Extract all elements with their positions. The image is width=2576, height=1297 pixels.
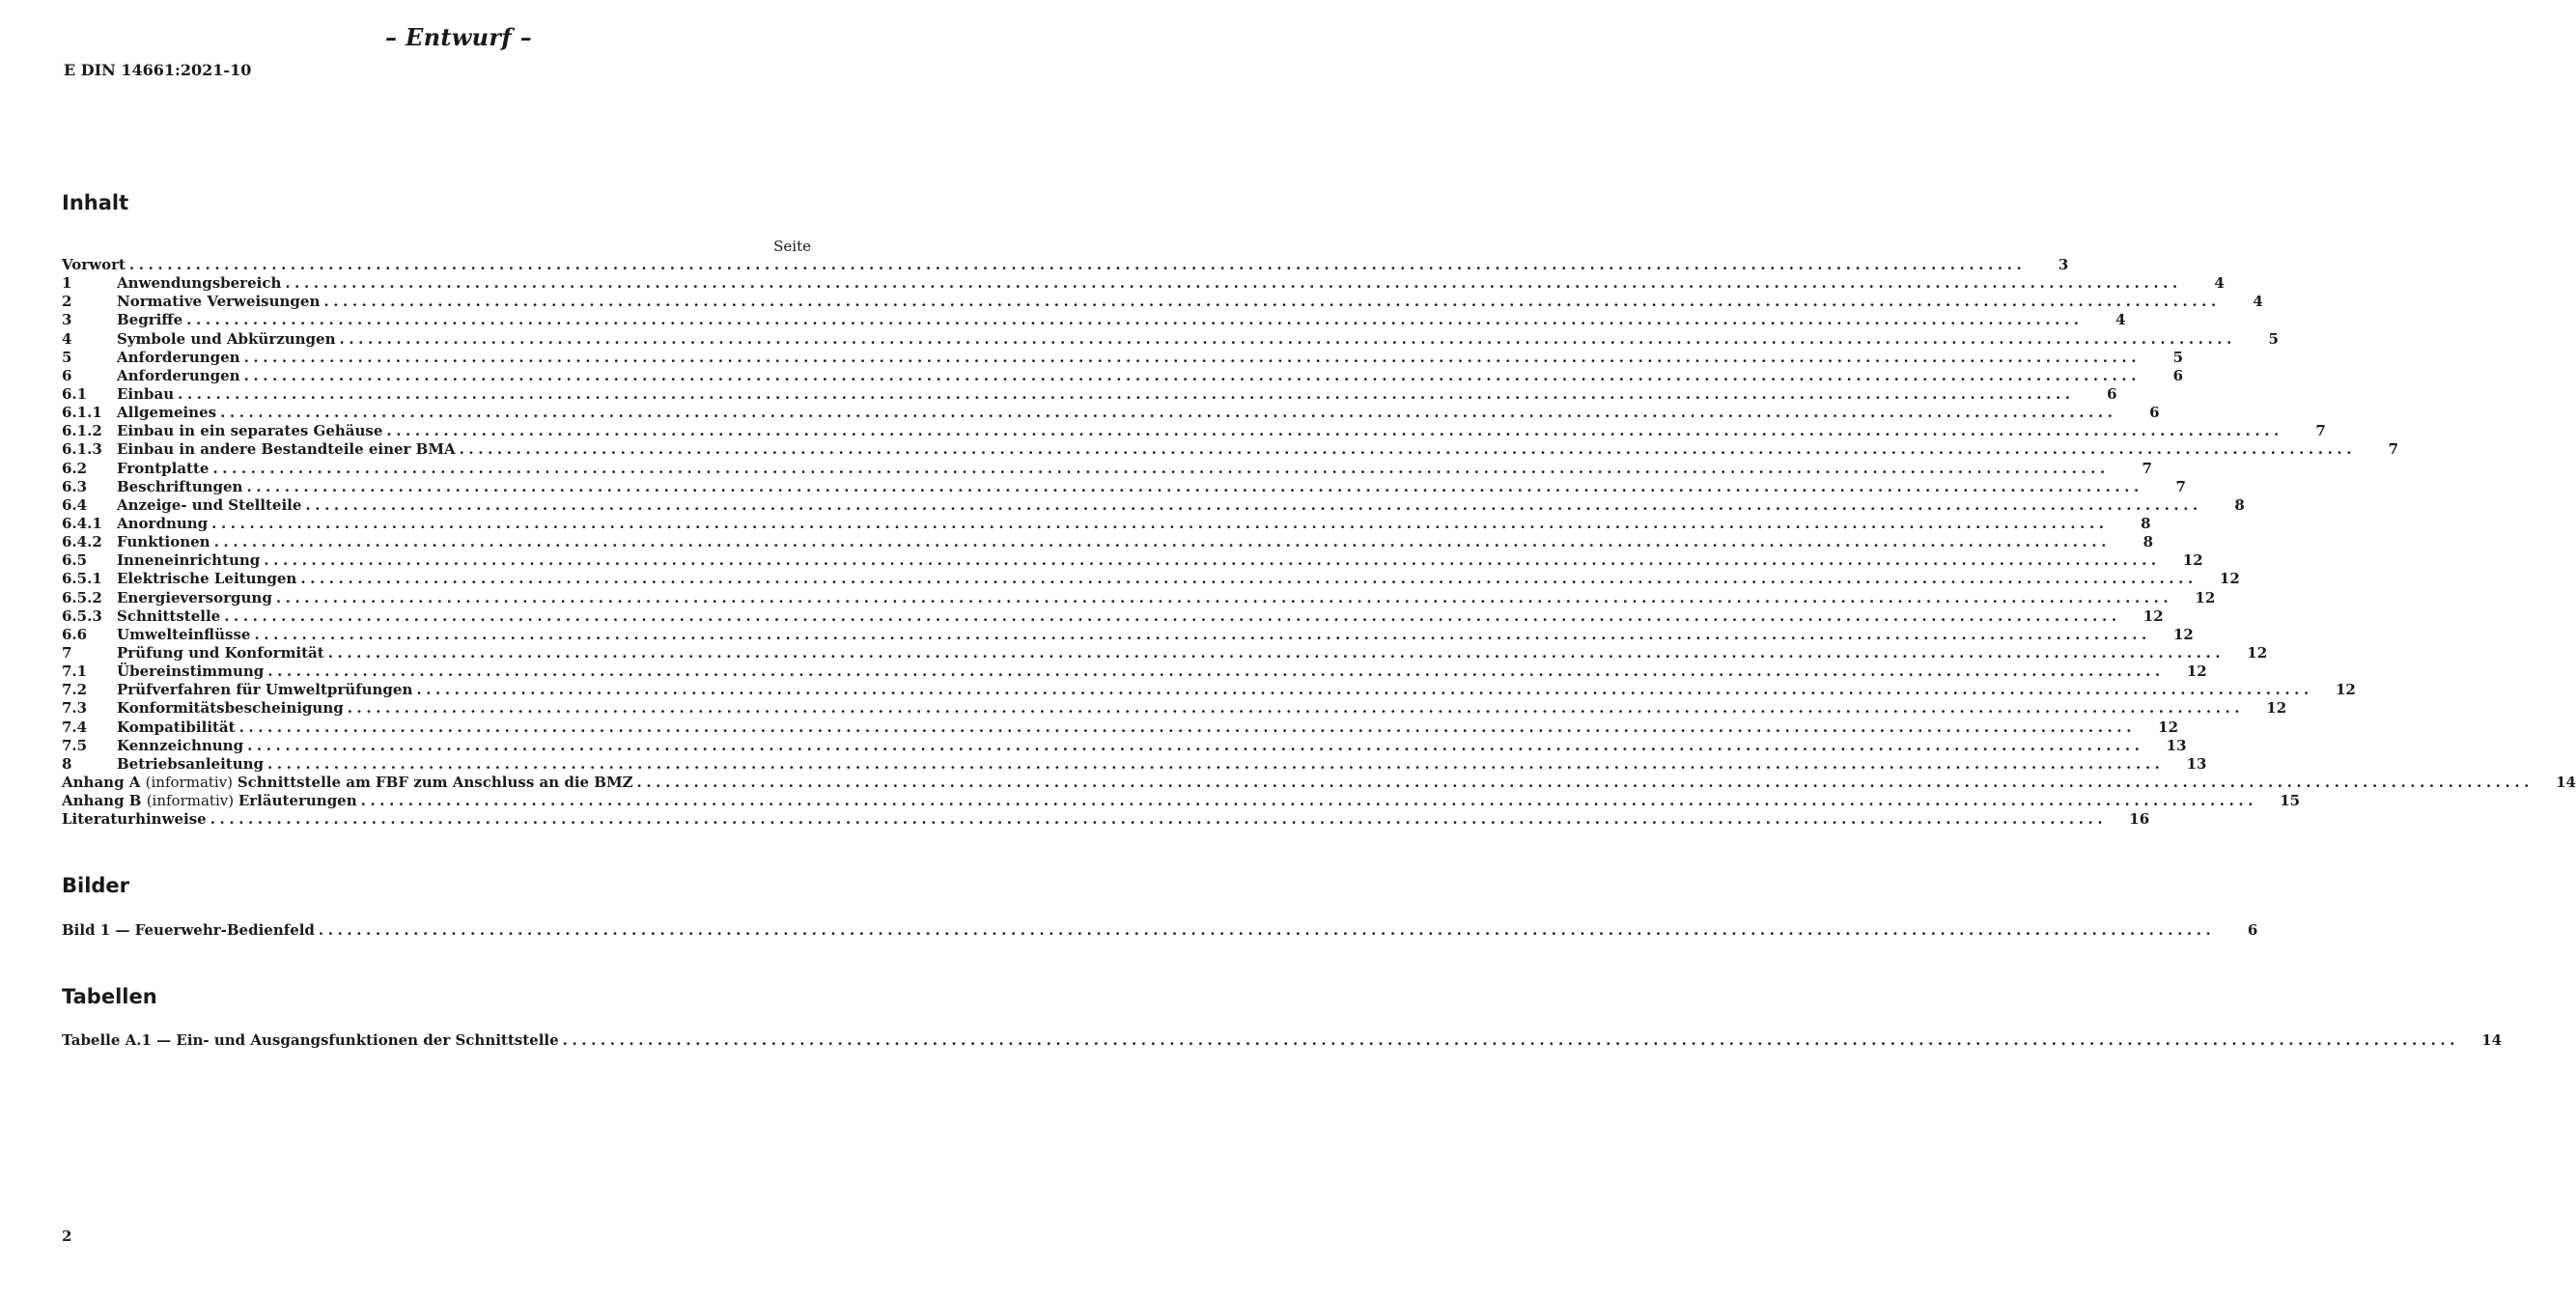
toc-entry-title: [117, 293, 323, 311]
toc-entry-number: 6.4: [62, 495, 88, 514]
toc-entry-title-text: Prüfung und Konformität: [117, 643, 324, 662]
toc-entry[interactable]: [62, 459, 2152, 478]
toc-entry-title: [117, 533, 214, 551]
toc-entry[interactable]: [62, 384, 2117, 404]
toc-entry-title-text: Schnittstelle: [117, 606, 221, 625]
dot-leader: ........................................................................................................................................................................................................: [339, 329, 2236, 348]
toc-entry-page: 6: [2149, 404, 2160, 422]
toc-entry-title-text: Frontplatte: [117, 459, 210, 477]
toc-entry-title-text: Beschriftungen: [117, 477, 243, 495]
toc-entry-title: [117, 681, 416, 699]
toc-entry[interactable]: [62, 588, 2216, 607]
toc-entry-title: [117, 663, 267, 681]
toc-entry-title-text: Einbau: [117, 384, 175, 403]
toc-entry-page: 14: [2556, 773, 2576, 791]
toc-entry-page: 7: [2175, 477, 2186, 495]
tables-heading: Tabellen: [62, 985, 157, 1008]
toc-entry-number: 8: [62, 754, 72, 773]
dot-leader: ........................................................................................................................................................................................................: [238, 718, 2137, 736]
dot-leader: ........................................................................................................................................................................................................: [416, 681, 2313, 699]
toc-entry-number: 6: [62, 366, 72, 384]
dot-leader: ........................................................................................................................................................................................................: [305, 495, 2202, 514]
toc-entry[interactable]: [62, 773, 2576, 792]
dot-leader: ........................................................................................................................................................................................................: [275, 588, 2173, 606]
toc-entry-title-text: Kompatibilität: [117, 718, 236, 736]
dot-leader: ........................................................................................................................................................................................................: [300, 570, 2198, 588]
toc-entry-page: 7: [2315, 422, 2326, 440]
annex-label: Anhang A: [62, 773, 146, 791]
toc-entry[interactable]: [62, 422, 2326, 440]
toc-entry-page: 7: [2142, 459, 2152, 477]
toc-entry[interactable]: [62, 699, 2287, 718]
list-of-tables: [62, 1031, 2503, 1050]
toc-entry-page: 5: [2268, 329, 2279, 348]
toc-entry-number: 6.5.2: [62, 588, 102, 606]
toc-entry-title-text: Anwendungsbereich: [117, 274, 282, 293]
document-id: E DIN 14661:2021-10: [64, 61, 252, 79]
toc-entry[interactable]: [62, 1031, 2503, 1050]
toc-entry-page: 12: [2266, 699, 2287, 718]
toc-entry-title-text: Energieversorgung: [117, 588, 272, 606]
toc-entry-page: 12: [2158, 718, 2179, 736]
toc-entry-title: [62, 256, 129, 274]
dot-leader: ........................................................................................................................................................................................................: [211, 514, 2109, 532]
toc-entry-page: 13: [2166, 736, 2187, 754]
toc-entry-page: 12: [2142, 606, 2164, 625]
toc-entry-title: [117, 589, 276, 607]
toc-entry-page: 13: [2186, 754, 2207, 773]
dot-leader: ........................................................................................................................................................................................................: [224, 606, 2121, 625]
annex-qualifier: (informativ): [146, 792, 238, 810]
toc-entry-number: 6.1.3: [62, 440, 102, 459]
toc-entry-title: [62, 792, 361, 810]
toc-entry-title: [117, 515, 211, 533]
toc-entry-title: [117, 385, 178, 404]
dot-leader: ........................................................................................................................................................................................................: [210, 810, 2108, 829]
toc-entry-title-text: Übereinstimmung: [117, 663, 265, 681]
toc-entry-number: 6.1.1: [62, 404, 102, 422]
toc-entry-title: [117, 311, 186, 329]
toc-entry[interactable]: [62, 625, 2194, 644]
toc-entry-title: [117, 404, 220, 422]
toc-entry[interactable]: [62, 311, 2126, 329]
toc-entry-title-text: Konformitätsbescheinigung: [117, 699, 344, 718]
toc-entry-title: [62, 921, 319, 940]
toc-entry-number: 7.5: [62, 736, 88, 754]
toc-entry-page: 3: [2058, 256, 2069, 273]
dot-leader: ........................................................................................................................................................................................................: [247, 736, 2144, 754]
toc-entry-title: [62, 1031, 563, 1050]
toc-entry-title: [117, 478, 246, 496]
toc-entry-number: 6.2: [62, 459, 88, 477]
toc-entry-number: 1: [62, 274, 72, 293]
toc-entry-number: 6.5.3: [62, 606, 102, 625]
toc-entry-title: [117, 440, 460, 459]
dot-leader: ........................................................................................................................................................................................................: [213, 533, 2112, 551]
toc-entry-title: [62, 774, 637, 792]
dot-leader: ........................................................................................................................................................................................................: [220, 404, 2117, 422]
dot-leader: ........................................................................................................................................................................................................: [128, 256, 2027, 273]
toc-entry-number: 7.4: [62, 718, 88, 736]
toc-entry-number: 4: [62, 329, 72, 348]
toc-entry[interactable]: [62, 718, 2179, 737]
toc-entry[interactable]: [62, 514, 2151, 533]
toc-entry-page: 8: [2141, 514, 2151, 532]
toc-entry[interactable]: [62, 440, 2399, 459]
toc-entry-title-text: Begriffe: [117, 311, 183, 329]
toc-entry[interactable]: [62, 348, 2184, 367]
toc-entry-title-text: Anforderungen: [117, 348, 240, 366]
dot-leader: ........................................................................................................................................................................................................: [254, 625, 2151, 643]
dot-leader: ........................................................................................................................................................................................................: [360, 792, 2258, 810]
toc-entry-title: [117, 349, 244, 367]
toc-entry-title-text: Anforderungen: [117, 366, 240, 384]
dot-leader: ........................................................................................................................................................................................................: [327, 643, 2226, 662]
toc-entry-page: 6: [2107, 384, 2117, 403]
toc-entry-number: 6.1: [62, 384, 88, 403]
toc-entry[interactable]: [62, 293, 2263, 311]
toc-entry-number: 6.3: [62, 477, 88, 495]
dot-leader: ........................................................................................................................................................................................................: [562, 1031, 2460, 1049]
toc-entry-page: 14: [2481, 1031, 2503, 1049]
toc-entry-title: [117, 460, 212, 478]
toc-entry-page: 8: [2234, 495, 2245, 514]
toc-entry[interactable]: [62, 256, 2069, 274]
toc-entry[interactable]: [62, 754, 2207, 774]
toc-entry-number: 2: [62, 293, 72, 311]
dot-leader: ........................................................................................................................................................................................................: [318, 921, 2216, 939]
toc-entry-title: [117, 626, 254, 644]
toc-entry-title: [117, 551, 264, 570]
toc-entry[interactable]: [62, 495, 2245, 515]
dot-leader: ........................................................................................................................................................................................................: [243, 366, 2142, 384]
toc-entry-page: 5: [2172, 348, 2184, 366]
toc-entry-page: 12: [2186, 663, 2207, 681]
toc-entry-title-text: Normative Verweisungen: [117, 293, 321, 311]
toc-entry-title: [62, 810, 210, 829]
toc-entry-page: 12: [2195, 588, 2216, 606]
toc-entry-title: [117, 719, 239, 737]
dot-leader: ........................................................................................................................................................................................................: [186, 311, 2084, 329]
toc-entry-number: 6.4.2: [62, 533, 102, 551]
toc-entry-title-text: Umwelteinflüsse: [117, 625, 251, 643]
dot-leader: ........................................................................................................................................................................................................: [285, 274, 2182, 293]
toc-entry[interactable]: [62, 570, 2240, 588]
table-title: Tabelle A.1 — Ein- und Ausgangsfunktionen der Schnittstelle: [62, 1031, 559, 1049]
toc-entry-number: 6.4.1: [62, 514, 102, 532]
toc-entry-title-text: Inneneinrichtung: [117, 551, 261, 570]
toc-entry[interactable]: [62, 792, 2301, 810]
toc-entry-title: [117, 422, 386, 440]
toc-entry[interactable]: [62, 329, 2279, 349]
toc-entry-number: 7.3: [62, 699, 88, 718]
toc-entry-page: 7: [2388, 440, 2399, 459]
toc-entry-page: 4: [2253, 293, 2263, 311]
toc-entry-title-text: Allgemeines: [117, 404, 217, 422]
toc-entry-number: 6.5.1: [62, 570, 102, 588]
page-number: 2: [62, 1227, 72, 1245]
toc-entry-page: 4: [2214, 274, 2225, 293]
toc-entry-page: 12: [2219, 570, 2240, 588]
bibliography-title: Literaturhinweise: [62, 810, 207, 829]
toc-entry-title-text: Elektrische Leitungen: [117, 570, 297, 588]
toc-entry-page: 12: [2247, 643, 2268, 662]
toc-entry-title-text: Funktionen: [117, 533, 210, 551]
toc-entry[interactable]: [62, 551, 2203, 570]
dot-leader: ........................................................................................................................................................................................................: [178, 384, 2075, 403]
toc-entry-title-text: Betriebsanleitung: [117, 754, 265, 773]
toc-entry-title: [117, 570, 300, 588]
toc-entry-title: [117, 699, 348, 718]
dot-leader: ........................................................................................................................................................................................................: [267, 754, 2165, 773]
toc-entry-title: [117, 330, 340, 349]
toc-entry-title-text: Vorwort: [62, 256, 126, 273]
toc-entry[interactable]: [62, 533, 2154, 551]
dot-leader: ........................................................................................................................................................................................................: [386, 422, 2283, 440]
toc-entry-title-text: Symbole und Abkürzungen: [117, 329, 336, 348]
toc-entry-title-text: Einbau in andere Bestandteile einer BMA: [117, 440, 456, 459]
toc-entry-title: [117, 755, 267, 774]
dot-leader: ........................................................................................................................................................................................................: [459, 440, 2357, 459]
annex-title: Schnittstelle am FBF zum Anschluss an die BMZ: [237, 773, 633, 791]
dot-leader: ........................................................................................................................................................................................................: [264, 551, 2161, 570]
table-of-contents: [62, 256, 2576, 829]
toc-entry-title-text: Prüfverfahren für Umweltprüfungen: [117, 681, 413, 699]
toc-entry[interactable]: [62, 810, 2150, 829]
toc-entry-page: 6: [2247, 921, 2258, 939]
figure-title: Bild 1 — Feuerwehr-Bedienfeld: [62, 921, 315, 939]
toc-entry[interactable]: [62, 366, 2184, 385]
page-column-label: Seite: [773, 238, 811, 255]
toc-entry-number: 5: [62, 348, 72, 366]
annex-label: Anhang B: [62, 792, 147, 810]
toc-entry-page: 8: [2142, 533, 2154, 551]
dot-leader: ........................................................................................................................................................................................................: [246, 477, 2143, 495]
dot-leader: ........................................................................................................................................................................................................: [267, 663, 2165, 681]
toc-entry-number: 7.1: [62, 663, 88, 681]
figures-heading: Bilder: [62, 874, 130, 897]
dot-leader: ........................................................................................................................................................................................................: [636, 773, 2534, 791]
toc-entry[interactable]: [62, 736, 2187, 755]
dot-leader: ........................................................................................................................................................................................................: [323, 293, 2221, 311]
annex-title: Erläuterungen: [238, 792, 357, 810]
toc-entry-title-text: Einbau in ein separates Gehäuse: [117, 422, 383, 440]
toc-entry-title: [117, 274, 285, 293]
toc-entry-page: 16: [2129, 810, 2150, 829]
toc-entry[interactable]: [62, 921, 2258, 940]
toc-entry[interactable]: [62, 681, 2356, 699]
dot-leader: ........................................................................................................................................................................................................: [212, 459, 2110, 477]
toc-entry-number: 6.1.2: [62, 422, 102, 440]
toc-entry-page: 6: [2172, 366, 2184, 384]
toc-entry[interactable]: [62, 477, 2186, 496]
contents-heading: Inhalt: [62, 191, 129, 214]
toc-entry-page: 12: [2173, 625, 2194, 643]
dot-leader: ........................................................................................................................................................................................................: [243, 348, 2142, 366]
toc-entry[interactable]: [62, 274, 2225, 293]
toc-entry-title-text: Kennzeichnung: [117, 736, 244, 754]
dot-leader: ........................................................................................................................................................................................................: [347, 699, 2245, 718]
toc-entry-page: 4: [2115, 311, 2126, 329]
toc-entry-title: [117, 737, 247, 755]
toc-entry-title: [117, 644, 328, 663]
toc-entry-number: 6.6: [62, 625, 88, 643]
toc-entry[interactable]: [62, 606, 2164, 626]
toc-entry-title: [117, 496, 305, 515]
toc-entry-page: 12: [2335, 681, 2356, 699]
toc-entry[interactable]: [62, 404, 2160, 422]
toc-entry-number: 3: [62, 311, 72, 329]
draft-label: – Entwurf –: [385, 23, 532, 51]
toc-entry-number: 6.5: [62, 551, 88, 570]
annex-qualifier: (informativ): [145, 773, 238, 791]
list-of-figures: [62, 921, 2258, 940]
toc-entry-page: 12: [2182, 551, 2203, 570]
toc-entry-page: 15: [2280, 792, 2301, 810]
toc-entry-number: 7: [62, 643, 72, 662]
toc-entry[interactable]: [62, 663, 2207, 681]
toc-entry-title: [117, 367, 244, 385]
toc-entry-title-text: Anordnung: [117, 514, 209, 532]
toc-entry[interactable]: [62, 643, 2268, 663]
toc-entry-title: [117, 607, 224, 626]
toc-entry-number: 7.2: [62, 681, 88, 699]
toc-entry-title-text: Anzeige- und Stellteile: [117, 495, 302, 514]
